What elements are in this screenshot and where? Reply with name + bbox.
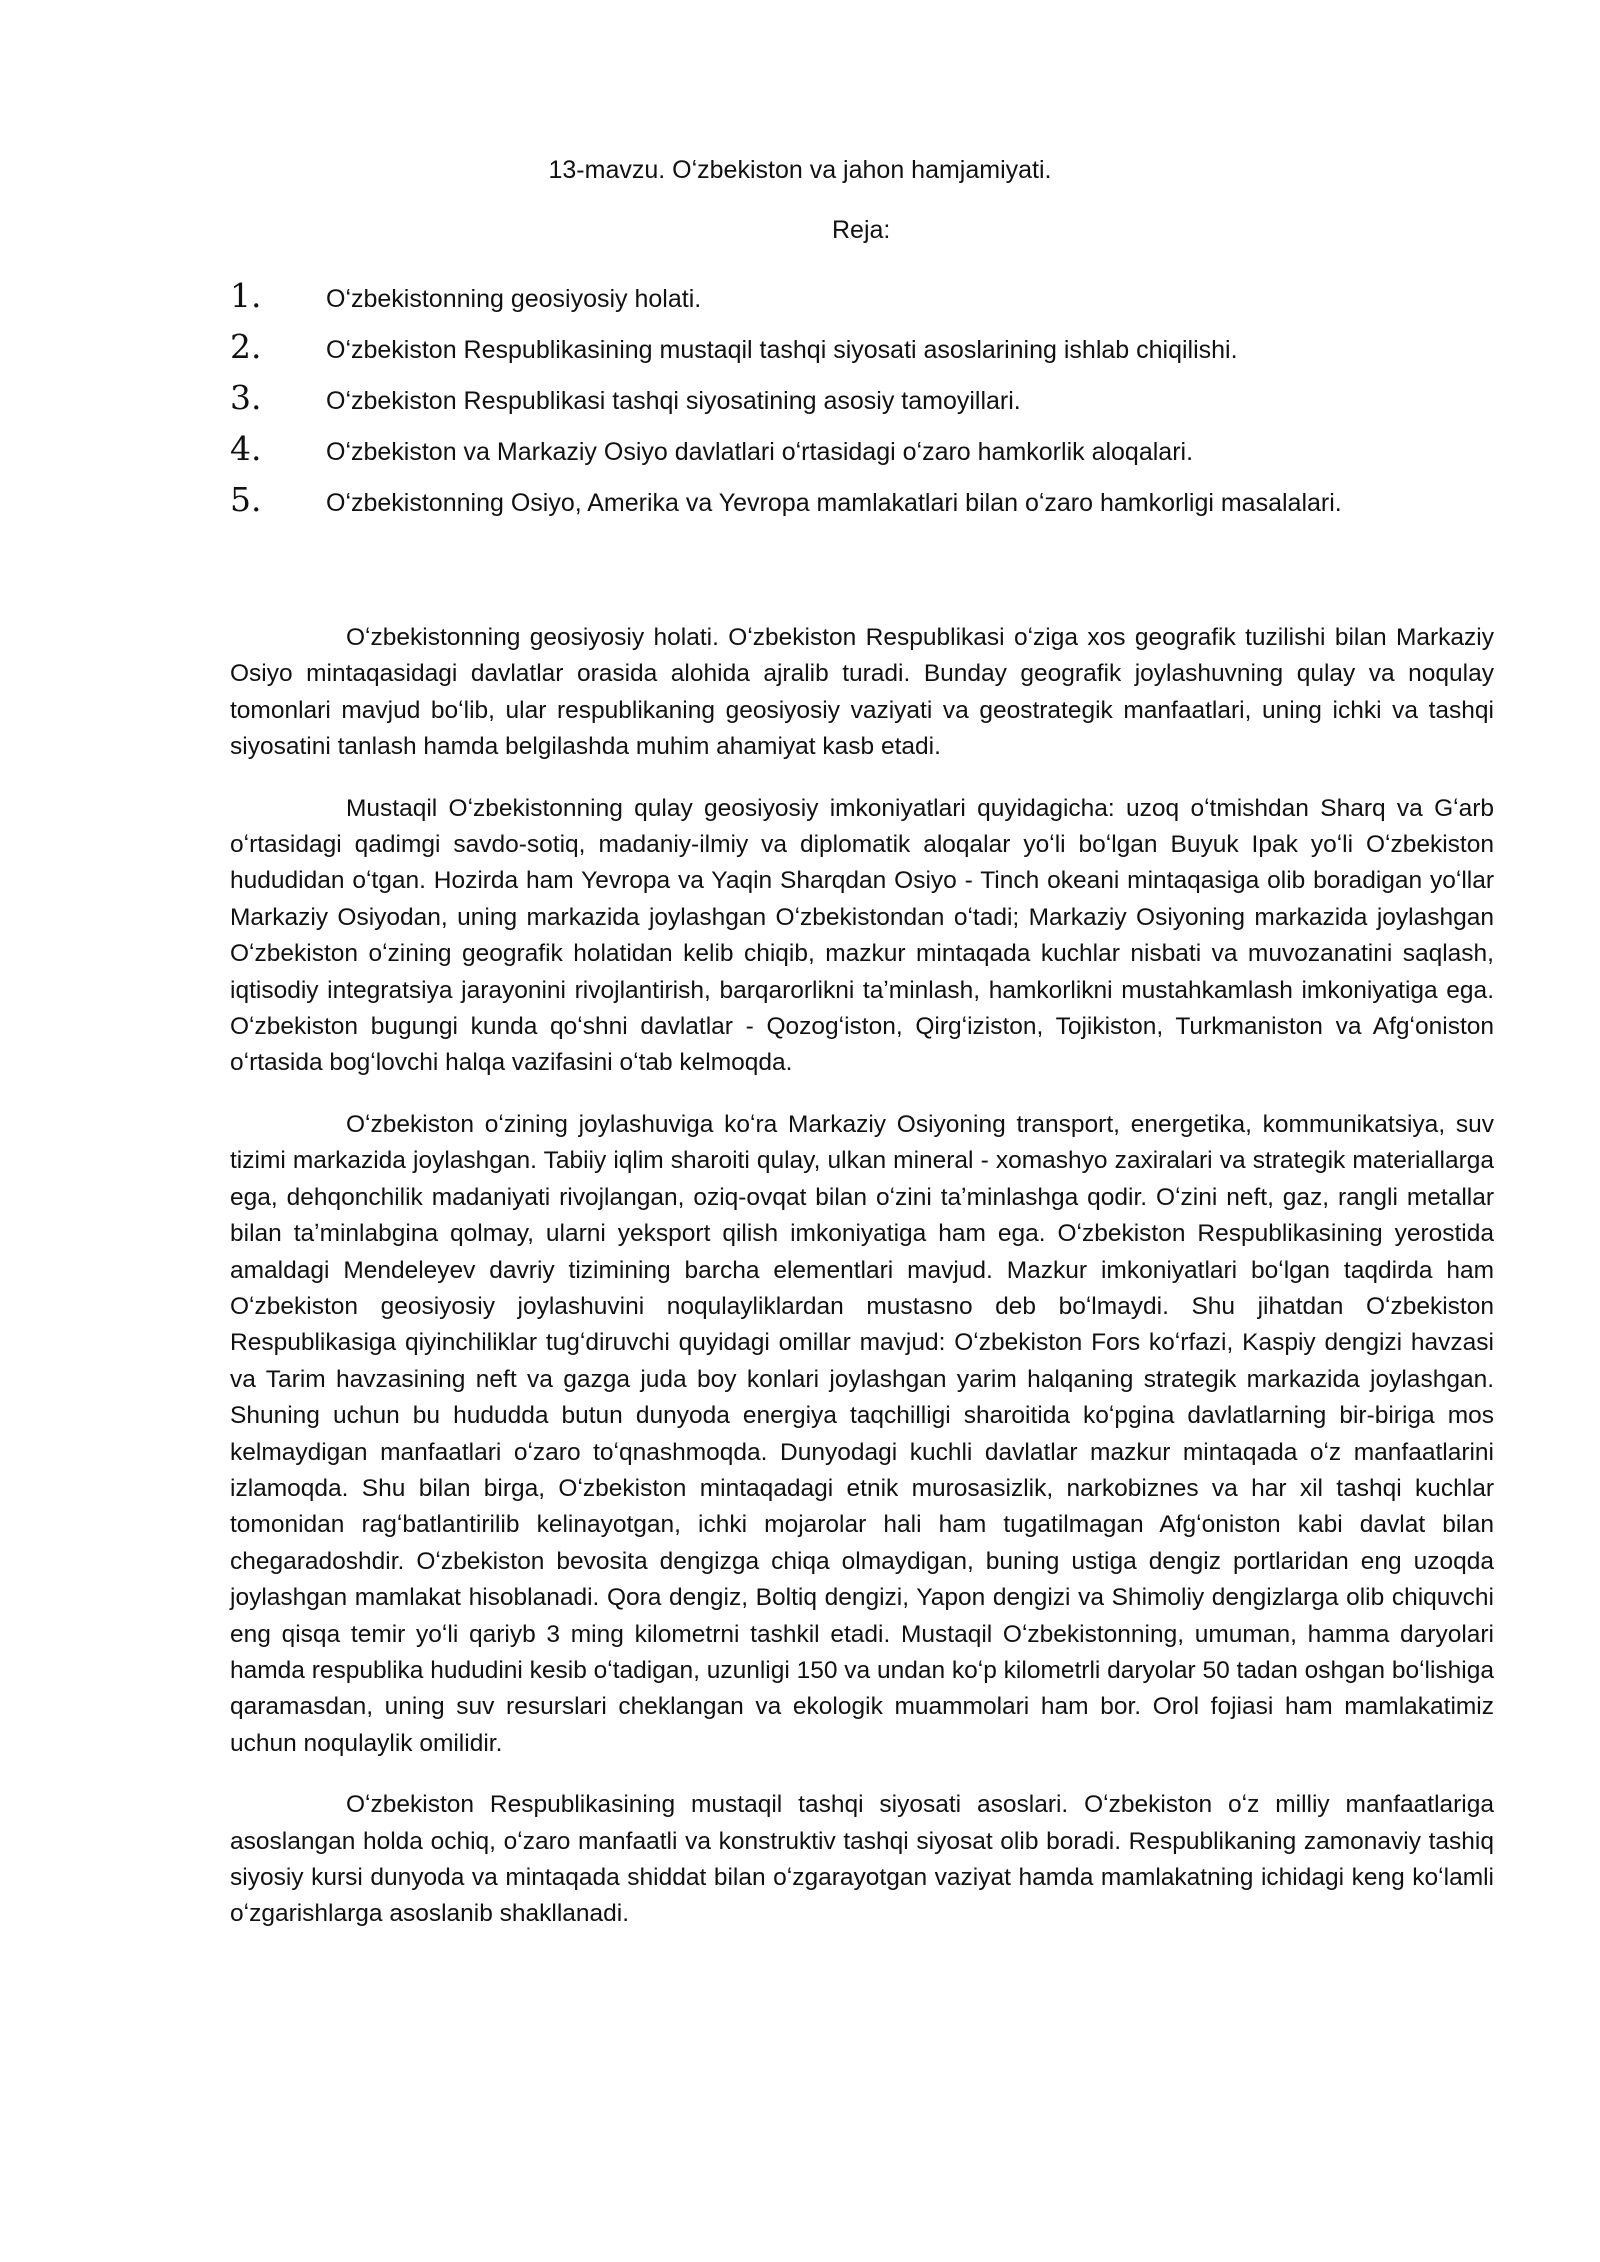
plan-item: [230, 274, 1500, 325]
plan-item: [230, 325, 1500, 376]
plan-item-text: Oʻzbekistonning Osiyo, Amerika va Yevropa mamlakatlari bilan oʻzaro hamkorligi masalalari.: [326, 489, 1342, 517]
body-paragraph-geopolitical-advantages: Mustaqil Oʻzbekistonning qulay geosiyosiy imkoniyatlari quyidagicha: uzoq oʻtmishdan Sharq va Gʻarb oʻrtasidagi qadimgi savdo-sotiq, madaniy-ilmiy va diplomatik aloqalar yoʻli boʻlgan Buyuk Ipak yoʻli Oʻzbekiston hududidan oʻtgan. Hozirda ham Yevropa va Yaqin Sharqdan Osiyo - Tinch okeani mintaqasiga olib boradigan yoʻllar Markaziy Osiyodan, uning markazida joylashgan Oʻzbekistondan oʻtadi; Markaziy Osiyoning markazida joylashgan Oʻzbekiston oʻzining geografik holatidan kelib chiqib, mazkur mintaqada kuchlar nisbati va muvozanatini saqlash, iqtisodiy integratsiya jarayonini rivojlantirish, barqarorlikni taʼminlash, hamkorlikni mustahkamlash imkoniyatiga ega. Oʻzbekiston bugungi kunda qoʻshni davlatlar - Qozogʻiston, Qirgʻiziston, Tojikiston, Turkmaniston va Afgʻoniston oʻrtasida bogʻlovchi halqa vazifasini oʻtab kelmoqda.: [230, 794, 1494, 1077]
document-title: 13-mavzu. Oʻzbekiston va jahon hamjamiyati.: [548, 156, 1052, 184]
plan-item: [230, 376, 1500, 427]
plan-list: [230, 274, 1500, 529]
body-paragraph-geopolitical-position: Oʻzbekistonning geosiyosiy holati. Oʻzbekiston Respublikasi oʻziga xos geografik tuzilishi bilan Markaziy Osiyo mintaqasidagi davlatlar orasida alohida ajralib turadi. Bunday geografik joylashuvning qulay va noqulay tomonlari mavjud boʻlib, ular respublikaning geosiyosiy vaziyati va geostrategik manfaatlari, uning ichki va tashqi siyosatini tanlash hamda belgilashda muhim ahamiyat kasb etadi.: [230, 624, 1494, 761]
body-paragraph-foreign-policy-foundations: Oʻzbekiston Respublikasining mustaqil tashqi siyosati asoslari. Oʻzbekiston oʻz milliy manfaatlariga asoslangan holda ochiq, oʻzaro manfaatli va konstruktiv tashqi siyosat olib boradi. Respublikaning zamonaviy tashiq siyosiy kursi dunyoda va mintaqada shiddat bilan oʻzgarayotgan vaziyat hamda mamlakatning ichidagi keng koʻlamli oʻzgarishlarga asoslanib shakllanadi.: [230, 1791, 1494, 1928]
document-body: [230, 620, 1494, 1958]
plan-item-text: Oʻzbekistonning geosiyosiy holati.: [326, 285, 702, 313]
body-paragraph-location-factors: Oʻzbekiston oʻzining joylashuviga koʻra Markaziy Osiyoning transport, energetika, kommunikatsiya, suv tizimi markazida joylashgan. Tabiiy iqlim sharoiti qulay, ulkan mineral - xomashyo zaxiralari va strategik materiallarga ega, dehqonchilik madaniyati rivojlangan, oziq-ovqat bilan oʻzini taʼminlashga qodir. Oʻzini neft, gaz, rangli metallar bilan taʼminlabgina qolmay, ularni yeksport qilish imkoniyatiga ham ega. Oʻzbekiston Respublikasining yerostida amaldagi Mendeleyev davriy tizimining barcha elementlari mavjud. Mazkur imkoniyatlari boʻlgan taqdirda ham Oʻzbekiston geosiyosiy joylashuvini noqulayliklardan mustasno deb boʻlmaydi. Shu jihatdan Oʻzbekiston Respublikasiga qiyinchiliklar tugʻdiruvchi quyidagi omillar mavjud: Oʻzbekiston Fors koʻrfazi, Kaspiy dengizi havzasi va Tarim havzasining neft va gazga juda boy konlari joylashgan yarim halqaning strategik markazida joylashgan. Shuning uchun bu hududda butun dunyoda energiya taqchilligi sharoitida koʻpgina davlatlarning bir-biriga mos kelmaydigan manfaatlari oʻzaro toʻqnashmoqda. Dunyodagi kuchli davlatlar mazkur mintaqada oʻz manfaatlarini izlamoqda. Shu bilan birga, Oʻzbekiston mintaqadagi etnik murosasizlik, narkobiznes va har xil tashqi kuchlar tomonidan ragʻbatlantirilib kelinayotgan, ichki mojarolar hali ham tugatilmagan Afgʻoniston kabi davlat bilan chegaradoshdir. Oʻzbekiston bevosita dengizga chiqa olmaydigan, buning ustiga dengiz portlaridan eng uzoqda joylashgan mamlakat hisoblanadi. Qora dengiz, Boltiq dengizi, Yapon dengizi va Shimoliy dengizlarga olib chiquvchi eng qisqa temir yoʻli qariyb 3 ming kilometrni tashkil etadi. Mustaqil Oʻzbekistonning, umuman, hamma daryolari hamda respublika hududini kesib oʻtadigan, uzunligi 150 va undan koʻp kilometrli daryolar 50 tadan oshgan boʻlishiga qaramasdan, uning suv resurslari cheklangan va ekologik muammolari ham bor. Orol fojiasi ham mamlakatimiz uchun noqulaylik omilidir.: [230, 1110, 1494, 1757]
plan-heading: Reja:: [832, 216, 891, 244]
plan-item-number: 5.: [230, 480, 262, 519]
plan-item: [230, 427, 1500, 478]
plan-item-text: Oʻzbekiston Respublikasining mustaqil tashqi siyosati asoslarining ishlab chiqilishi.: [326, 336, 1238, 364]
plan-item-text: Oʻzbekiston va Markaziy Osiyo davlatlari oʻrtasidagi oʻzaro hamkorlik aloqalari.: [326, 438, 1194, 466]
plan-item-number: 2.: [230, 327, 262, 366]
plan-item-number: 3.: [230, 378, 262, 417]
plan-item-text: Oʻzbekiston Respublikasi tashqi siyosatining asosiy tamoyillari.: [326, 387, 1021, 415]
plan-item-number: 4.: [230, 429, 262, 468]
plan-item-number: 1.: [230, 276, 262, 315]
plan-item: [230, 478, 1500, 529]
